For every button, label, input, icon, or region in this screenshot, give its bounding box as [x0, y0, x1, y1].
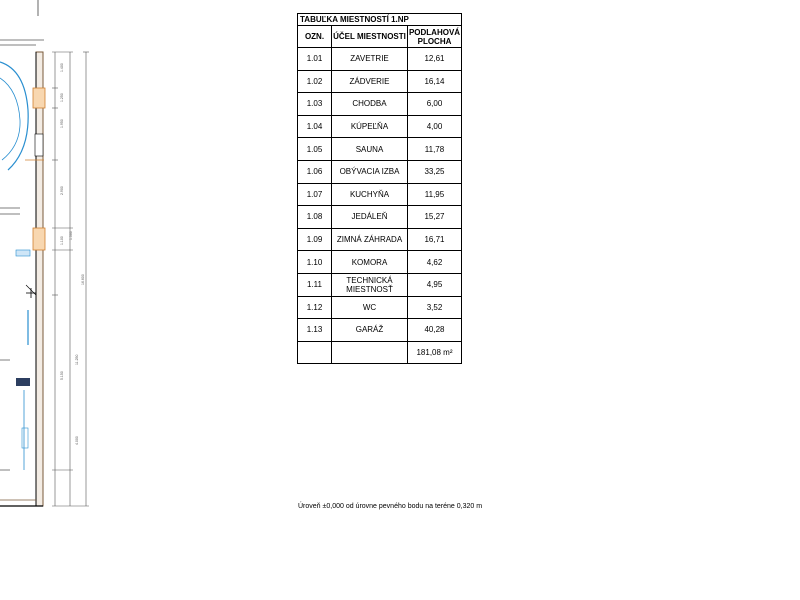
room-code: 1.04: [298, 115, 332, 138]
room-area: 12,61: [408, 48, 462, 71]
total-empty: [298, 341, 332, 364]
plan-heater: [16, 378, 30, 386]
total-area: 181,08 m²: [408, 341, 462, 364]
table-row: [298, 296, 462, 319]
room-code: 1.13: [298, 319, 332, 342]
room-area: 15,27: [408, 206, 462, 229]
plan-dimension-label: 1.950: [60, 119, 64, 128]
room-table-total-row: [298, 341, 462, 364]
plan-outer-wall: [36, 52, 43, 506]
header-code: OZN.: [298, 26, 332, 48]
header-purpose: ÚČEL MIESTNOSTI: [332, 26, 408, 48]
room-name: SAUNA: [332, 138, 408, 161]
room-area: 11,78: [408, 138, 462, 161]
room-area: 3,52: [408, 296, 462, 319]
room-name: WC: [332, 296, 408, 319]
room-area: 11,95: [408, 183, 462, 206]
room-area: 6,00: [408, 93, 462, 116]
room-area: 4,62: [408, 251, 462, 274]
floor-plan-fragment: [0, 0, 90, 520]
plan-dimension-label: 2.900: [60, 186, 64, 195]
room-code: 1.07: [298, 183, 332, 206]
room-area: 33,25: [408, 160, 462, 183]
table-row: [298, 48, 462, 71]
room-area: 16,14: [408, 70, 462, 93]
plan-dimension-label: 1.250: [60, 93, 64, 102]
plan-dimension-label: 4.000: [75, 436, 79, 445]
plan-fixture: [16, 250, 30, 256]
table-row: [298, 228, 462, 251]
plan-dimension-label: 16.600: [81, 274, 85, 285]
room-code: 1.11: [298, 273, 332, 296]
room-code: 1.01: [298, 48, 332, 71]
room-name: KUCHYŇA: [332, 183, 408, 206]
table-row: [298, 115, 462, 138]
plan-dimension-label: 1.500: [69, 231, 73, 240]
room-name: GARÁŽ: [332, 319, 408, 342]
table-row: [298, 251, 462, 274]
plan-fixture-curve: [0, 78, 20, 160]
table-row: [298, 160, 462, 183]
plan-door-opening: [33, 228, 45, 250]
room-name: CHODBA: [332, 93, 408, 116]
plan-dimension-label: 5.150: [60, 371, 64, 380]
plan-door-opening: [33, 88, 45, 108]
table-row: [298, 70, 462, 93]
room-name: JEDÁLEŇ: [332, 206, 408, 229]
room-table-container: [297, 13, 462, 364]
room-code: 1.02: [298, 70, 332, 93]
room-table-header: [298, 26, 462, 48]
table-row: [298, 206, 462, 229]
plan-window: [35, 134, 43, 156]
room-area: 4,95: [408, 273, 462, 296]
plan-fixture-curve: [0, 62, 28, 170]
room-code: 1.03: [298, 93, 332, 116]
total-empty: [332, 341, 408, 364]
room-table-title: TABUĽKA MIESTNOSTÍ 1.NP: [298, 14, 462, 26]
table-row: [298, 319, 462, 342]
room-name: ZIMNÁ ZÁHRADA: [332, 228, 408, 251]
room-code: 1.10: [298, 251, 332, 274]
room-code: 1.09: [298, 228, 332, 251]
room-name: KÚPEĽŇA: [332, 115, 408, 138]
room-name: TECHNICKÁ MIESTNOSŤ: [332, 273, 408, 296]
level-note: Úroveň ±0,000 od úrovne pevného bodu na teréne 0,320 m: [298, 503, 483, 510]
room-name: KOMORA: [332, 251, 408, 274]
table-row: [298, 273, 462, 296]
room-name: ZAVETRIE: [332, 48, 408, 71]
room-table-body: [298, 48, 462, 342]
plan-dimension-label: 11.250: [75, 354, 79, 365]
room-code: 1.06: [298, 160, 332, 183]
room-code: 1.12: [298, 296, 332, 319]
room-area: 40,28: [408, 319, 462, 342]
room-code: 1.08: [298, 206, 332, 229]
room-code: 1.05: [298, 138, 332, 161]
header-area: PODLAHOVÁ PLOCHA: [408, 27, 461, 46]
room-name: OBÝVACIA IZBA: [332, 160, 408, 183]
table-row: [298, 138, 462, 161]
plan-dimension-label: 1.400: [60, 63, 64, 72]
table-row: [298, 93, 462, 116]
plan-dimension-label: 1.100: [60, 236, 64, 245]
table-row: [298, 183, 462, 206]
room-name: ZÁDVERIE: [332, 70, 408, 93]
room-area: 4,00: [408, 115, 462, 138]
room-area: 16,71: [408, 228, 462, 251]
room-table: [297, 13, 462, 364]
